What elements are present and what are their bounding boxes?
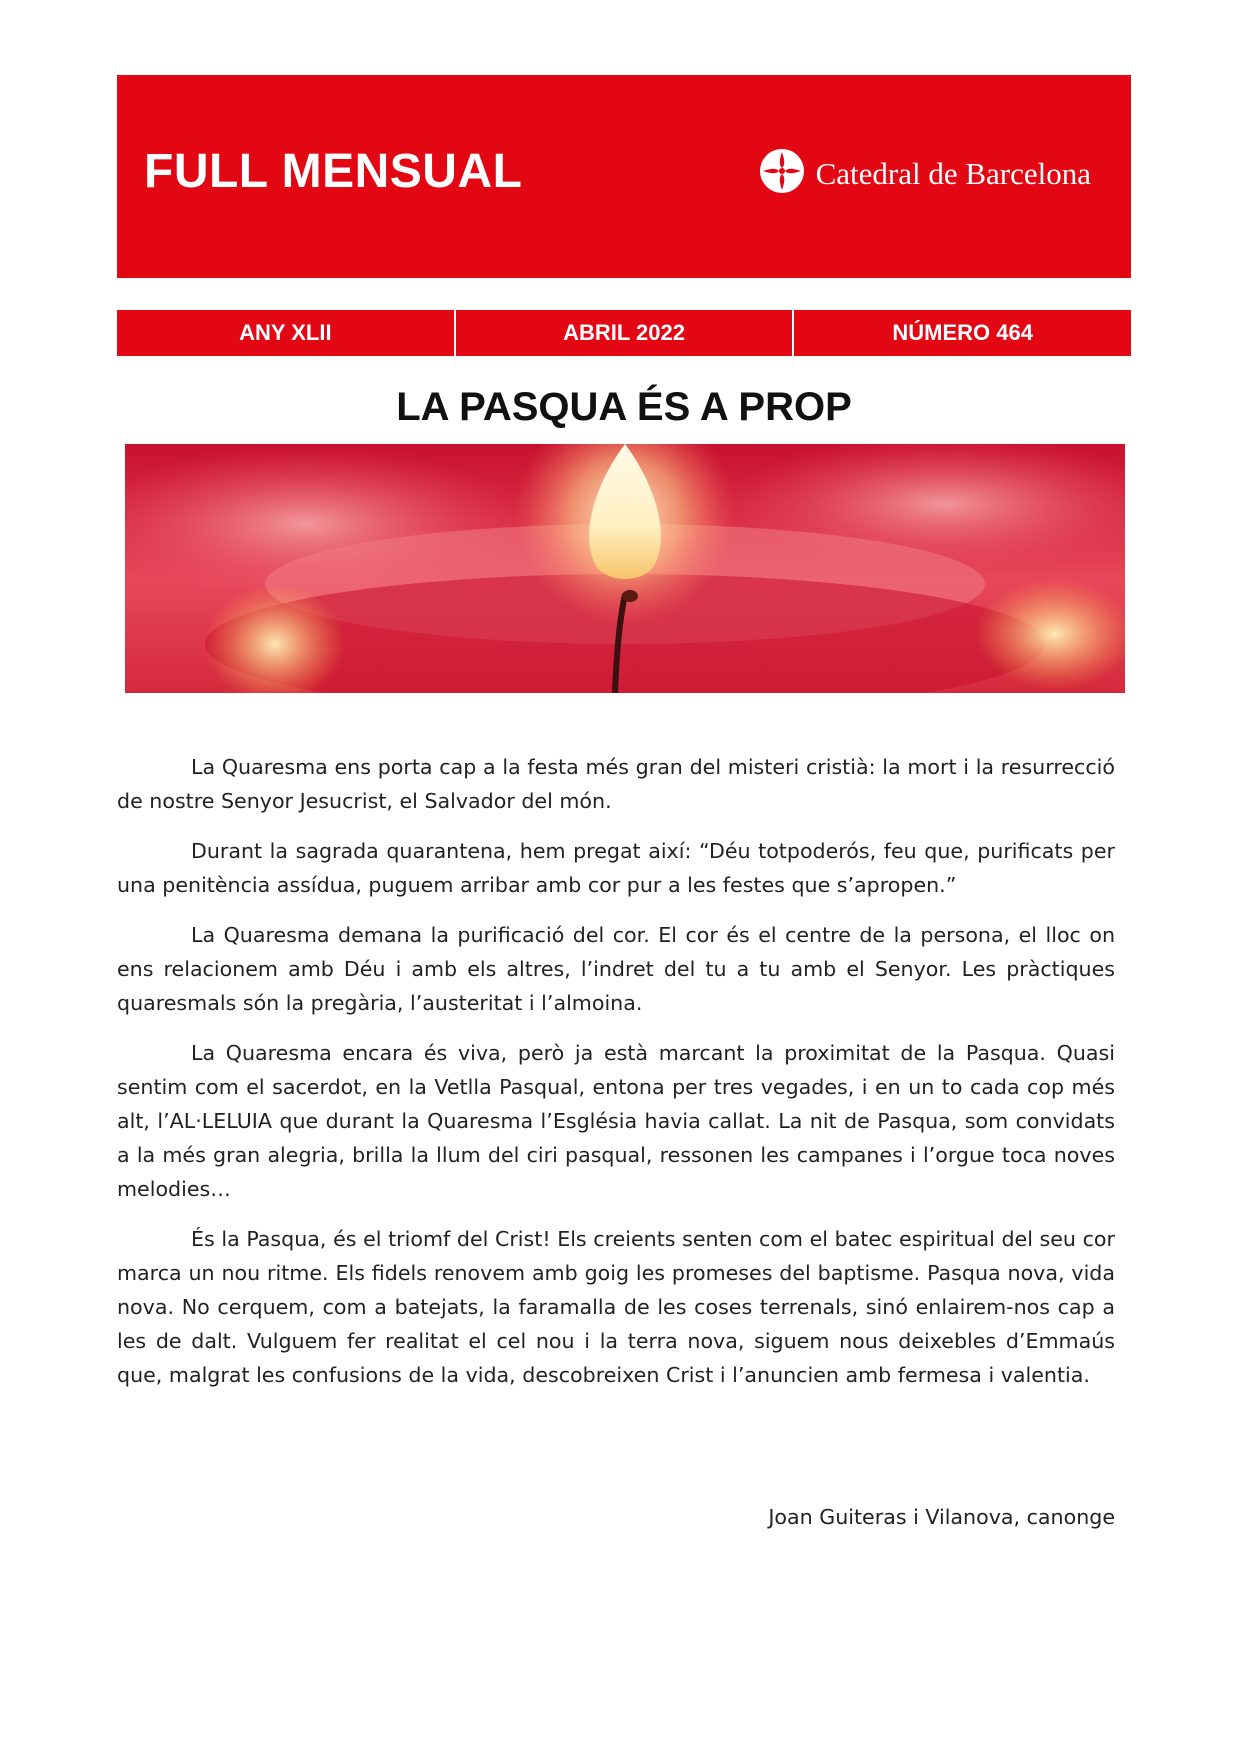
header-banner bbox=[117, 75, 1131, 278]
paragraph: La Quaresma ens porta cap a la festa més gran del misteri cristià: la mort i la resurrecció de nostre Senyor Jesucrist, el Salvador del món. bbox=[117, 755, 1115, 813]
candle-image bbox=[125, 444, 1125, 693]
issue-date: ABRIL 2022 bbox=[454, 310, 793, 356]
publication-title: FULL MENSUAL bbox=[144, 145, 523, 198]
cathedral-cross-icon bbox=[758, 147, 806, 200]
article-body bbox=[117, 750, 1115, 1408]
red-candle-flame-photo bbox=[125, 444, 1125, 693]
article-title: LA PASQUA ÉS A PROP bbox=[396, 385, 852, 429]
author-signature: Joan Guiteras i Vilanova, canonge bbox=[768, 1505, 1115, 1529]
issue-year: ANY XLII bbox=[239, 320, 332, 345]
cathedral-logo bbox=[758, 147, 1091, 200]
issue-info-bar bbox=[117, 310, 1131, 356]
paragraph: La Quaresma encara és viva, però ja està marcant la proximitat de la Pasqua. Quasi sentim com el sacerdot, en la Vetlla Pasqual, entona per tres vegades, i en un to cada cop més alt, l’AL·LELUIA que durant la Quaresma l’Església havia callat. La nit de Pasqua, som convidats a la més gran alegria, brilla la llum del ciri pasqual, ressonen les campanes i l’orgue toca noves melodies… bbox=[117, 1041, 1115, 1201]
paragraph: Durant la sagrada quarantena, hem pregat així: “Déu totpoderós, feu que, purificats per una penitència assídua, puguem arribar amb cor pur a les festes que s’apropen.” bbox=[117, 839, 1115, 897]
paragraph: La Quaresma demana la purificació del cor. El cor és el centre de la persona, el lloc on ens relacionem amb Déu i amb els altres, l’indret del tu a tu amb el Senyor. Les pràctiques quaresmals són la pregària, l’austeritat i l’almoina. bbox=[117, 923, 1115, 1015]
logo-text: Catedral de Barcelona bbox=[815, 156, 1091, 191]
issue-number: NÚMERO 464 bbox=[792, 310, 1131, 356]
paragraph: És la Pasqua, és el triomf del Crist! Els creients senten com el batec espiritual del seu cor marca un nou ritme. Els fidels renovem amb goig les promeses del baptisme. Pasqua nova, vida nova. No cerquem, com a batejats, la faramalla de les coses terrenals, sinó enlairem-nos cap a les de dalt. Vulguem fer realitat el cel nou i la terra nova, siguem nous deixebles d’Emmaús que, malgrat les confusions de la vida, descobreixen Crist i l’anuncien amb fermesa i valentia. bbox=[117, 1227, 1115, 1387]
